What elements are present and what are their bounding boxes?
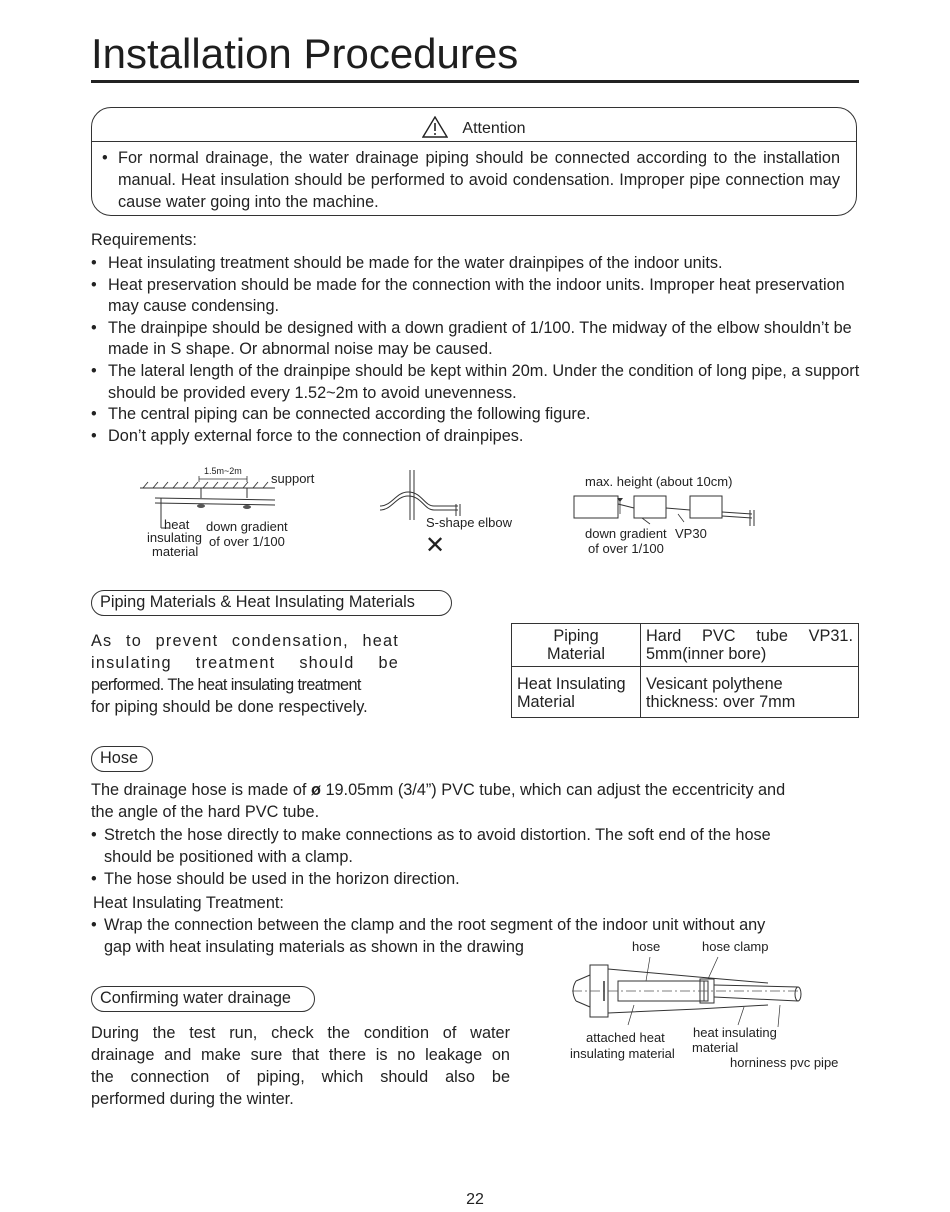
- materials-table: [511, 623, 859, 718]
- list-item: • Heat insulating treatment should be made for the water drainpipes of the indoor units.: [91, 253, 861, 275]
- hose-intro-line: the angle of the hard PVC tube.: [91, 803, 320, 821]
- heat-insulating-label: heat insulating: [693, 1025, 777, 1040]
- attached-insulating-label: insulating material: [570, 1046, 675, 1061]
- warning-triangle-icon: [422, 116, 448, 138]
- material-label: material: [152, 544, 199, 559]
- table-row: [512, 667, 859, 718]
- cell-line: Hard PVC tube VP31.: [646, 627, 853, 645]
- down-gradient-label: down gradient: [206, 519, 288, 534]
- bullet-dot: •: [102, 149, 108, 167]
- list-item: • The central piping can be connected according the following figure.: [91, 404, 861, 426]
- table-cell-label: [512, 667, 641, 718]
- gradient-value-label: of over 1/100: [209, 534, 285, 549]
- intro-text: The drainage hose is made of: [91, 781, 307, 799]
- height-gradient-value-label: of over 1/100: [588, 541, 664, 556]
- bullet-dot: •: [91, 870, 97, 888]
- page-title: Installation Procedures: [91, 30, 519, 77]
- hose-bullets: [91, 824, 871, 890]
- treatment-heading: Heat Insulating Treatment:: [93, 894, 284, 912]
- requirements-heading: Requirements:: [91, 231, 197, 249]
- table-cell-value: [641, 667, 859, 718]
- bullet-dot: •: [91, 916, 97, 934]
- attention-text: [102, 147, 840, 213]
- bullet-line: The hose should be used in the horizon direction.: [104, 870, 460, 888]
- list-item: [91, 868, 871, 890]
- bullet-line: should be positioned with a clamp.: [104, 848, 353, 866]
- intro-text: 19.05mm (3/4”) PVC tube, which can adjust the eccentricity and: [325, 781, 786, 799]
- table-cell-value: [641, 624, 859, 667]
- hose-label: hose: [632, 939, 661, 954]
- bullet-dot: •: [91, 826, 97, 844]
- hose-intro: [91, 779, 871, 823]
- max-height-diagram: [572, 490, 762, 530]
- confirming-line: the connection of piping, which should also be: [91, 1068, 510, 1086]
- s-shape-elbow-label: S-shape elbow: [426, 515, 512, 530]
- cell-line: Vesicant polythene: [646, 675, 783, 693]
- heat-label: heat: [164, 517, 190, 532]
- title-underline: [91, 80, 859, 83]
- confirming-line: performed during the winter.: [91, 1090, 294, 1108]
- cell-line: 5mm(inner bore): [646, 645, 767, 663]
- cell-line: Material: [547, 645, 605, 663]
- cell-line: thickness: over 7mm: [646, 693, 796, 711]
- table-cell-label: [512, 624, 641, 667]
- confirming-text: [91, 1022, 510, 1110]
- list-item: [91, 824, 871, 868]
- confirming-line: drainage and make sure that there is no leakage on: [91, 1046, 510, 1064]
- cell-line: Material: [517, 693, 575, 711]
- list-item: • Don’t apply external force to the connection of drainpipes.: [91, 426, 861, 448]
- not-allowed-mark: ✕: [425, 532, 446, 559]
- support-label: support: [271, 471, 315, 486]
- piping-materials-heading: Piping Materials & Heat Insulating Materials: [91, 590, 452, 616]
- piping-text-line: for piping should be done respectively.: [91, 698, 368, 716]
- confirming-heading: Confirming water drainage: [91, 986, 315, 1012]
- attention-box: [91, 107, 857, 216]
- attached-heat-label: attached heat: [586, 1030, 665, 1045]
- list-item: • The lateral length of the drainpipe should be kept within 20m. Under the condition of long pipe, a support should be provided every 1.52~2m to avoid unevenness.: [91, 361, 861, 404]
- list-item: • The drainpipe should be designed with a down gradient of 1/100. The midway of the elbow shouldn’t be made in S shape. Or abnormal noise may be caused.: [91, 318, 861, 361]
- hose-intro-line: [91, 779, 871, 801]
- bullet-line: Stretch the hose directly to make connections as to avoid distortion. The soft end of the hose: [104, 826, 771, 844]
- piping-text-line: insulating treatment should be: [91, 654, 399, 672]
- cell-line: Piping: [553, 627, 599, 645]
- confirming-line: During the test run, check the condition of water: [91, 1024, 510, 1042]
- attention-header: [92, 116, 856, 138]
- page-number: 22: [466, 1191, 484, 1208]
- attention-divider: [92, 141, 856, 142]
- hose-clamp-label: hose clamp: [702, 939, 769, 954]
- hose-heading: Hose: [91, 746, 153, 772]
- bullet-line: gap with heat insulating materials as shown in the drawing: [104, 938, 524, 956]
- vp30-label: VP30: [675, 526, 707, 541]
- support-spacing-label: 1.5m~2m: [204, 466, 242, 476]
- max-height-label: max. height (about 10cm): [585, 474, 733, 489]
- attention-body: For normal drainage, the water drainage piping should be connected according to the installation manual. Heat insulation should be performed to avoid condensation. Improper pipe connection may cause water going into the machine.: [118, 149, 840, 211]
- heat-insulating-material-label: material: [692, 1040, 739, 1055]
- piping-text-line: performed. The heat insulating treatment: [91, 676, 361, 694]
- requirements-list: [91, 253, 861, 447]
- hose-diagram: [568, 955, 804, 1030]
- pvc-pipe-label: horniness pvc pipe: [730, 1055, 839, 1070]
- insulating-label: insulating: [147, 530, 202, 545]
- attention-heading: Attention: [462, 120, 526, 137]
- cell-line: Heat Insulating: [517, 675, 626, 693]
- diameter-symbol: ø: [310, 781, 321, 799]
- bullet-line: Wrap the connection between the clamp and the root segment of the indoor unit without any: [104, 916, 766, 934]
- piping-text: [91, 630, 399, 718]
- list-item: • Heat preservation should be made for the connection with the indoor units. Improper heat preservation may cause condensing.: [91, 275, 861, 318]
- piping-text-line: As to prevent condensation, heat: [91, 632, 399, 650]
- table-row: [512, 624, 859, 667]
- height-gradient-label: down gradient: [585, 526, 667, 541]
